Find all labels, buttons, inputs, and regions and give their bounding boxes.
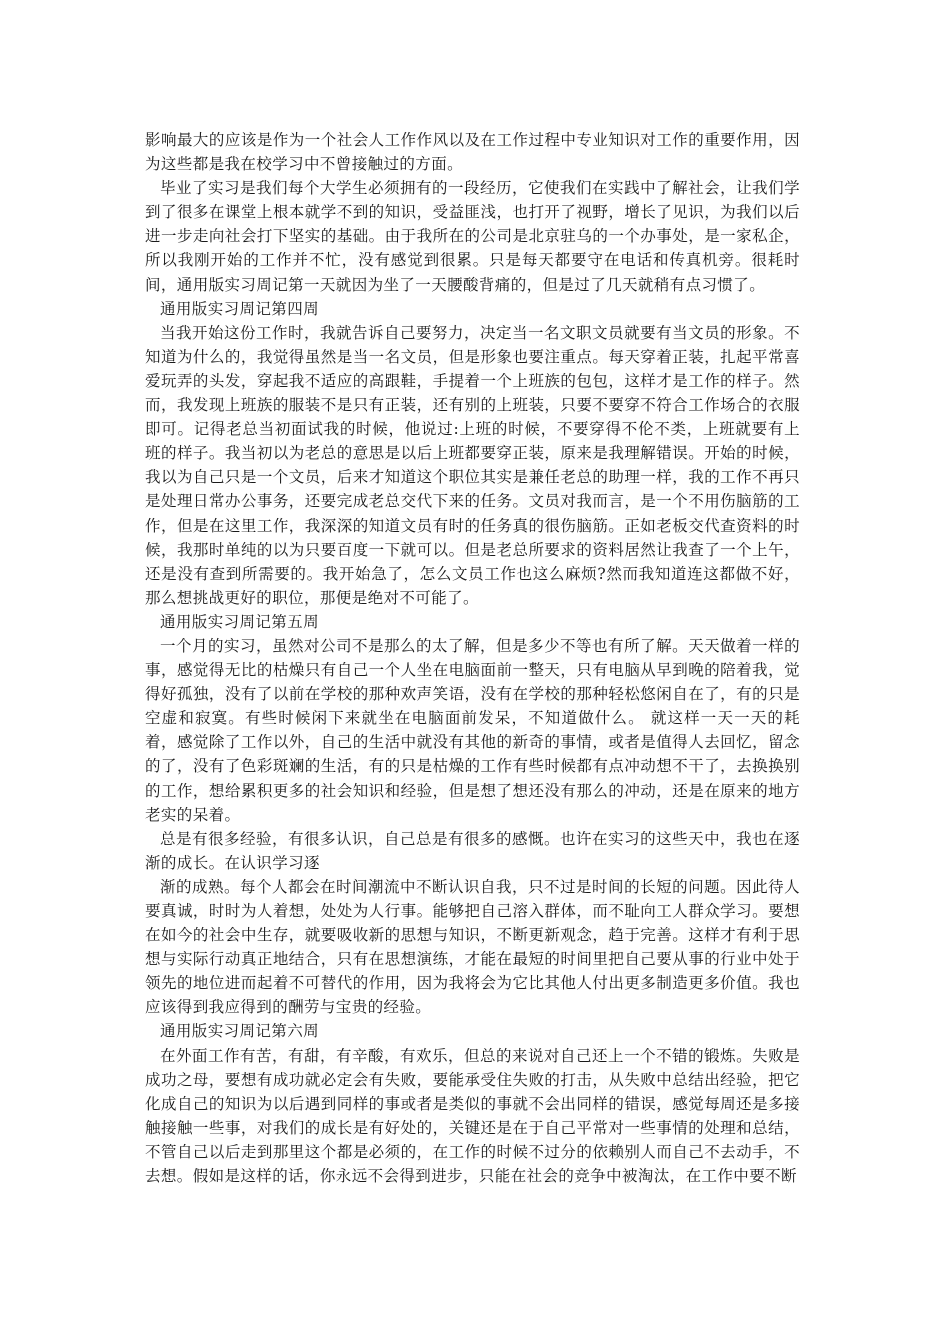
heading-week-4: 通用版实习周记第四周 [160, 299, 320, 318]
paragraph-maturity: 渐的成熟。每个人都会在时间潮流中不断认识自我，只不过是时间的长短的问题。因此待人要真诚，时时为人着想，处处为人行事。能够把自己溶入群体，而不耻向工人群众学习。要想在如今的社会中生存，就要吸收新的思想与知识，不断更新观念，趋于完善。这样才有利于思想与实际行动真正地结合，只有在思想演练，才能在最短的时间里把自己要从事的行业中处于领先的地位进而起着不可替代的作用，因为我将会为它比其他人付出更多制造更多价值。我也应该得到我应得到的酬劳与宝贵的经验。 [145, 877, 800, 1017]
paragraph-week-6: 在外面工作有苦，有甜，有辛酸，有欢乐，但总的来说对自己还上一个不错的锻炼。失败是成功之母，要想有成功就必定会有失败，要能承受住失败的打击，从失败中总结出经验，把它化成自己的知识为以后遇到同样的事或者是类似的事就不会出同样的错误，感觉每周还是多接触接触一些事，对我们的成长是有好处的，关键还是在于自己平常对一些事情的处理和总结，不管自己以后走到那里这个都是必须的，在工作的时候不过分的依赖别人而自己不去动手，不去想。假如是这样的话，你永远不会得到进步，只能在社会的竞争中被淘汰，在工作中要不断 [145, 1046, 800, 1186]
heading-week-6: 通用版实习周记第六周 [160, 1022, 320, 1041]
paragraph-internship-intro: 毕业了实习是我们每个大学生必须拥有的一段经历，它使我们在实践中了解社会，让我们学到了很多在课堂上根本就学不到的知识，受益匪浅，也打开了视野，增长了见识，为我们以后进一步走向社会打下坚实的基础。由于我所在的公司是北京驻乌的一个办事处，是一家私企，所以我刚开始的工作并不忙，没有感觉到很累。只是每天都要守在电话和传真机旁。很耗时间，通用版实习周记第一天就因为坐了一天腰酸背痛的，但是过了几天就稍有点习惯了。 [145, 179, 800, 294]
heading-week-5: 通用版实习周记第五周 [160, 612, 320, 631]
paragraph-week-5: 一个月的实习，虽然对公司不是那么的太了解，但是多少不等也有所了解。天天做着一样的事，感觉得无比的枯燥只有自己一个人坐在电脑面前一整天，只有电脑从早到晚的陪着我，觉得好孤独，没有了以前在学校的那种欢声笑语，没有在学校的那种轻松悠闲自在了，有的只是空虚和寂寞。有些时候闲下来就坐在电脑面前发呆，不知道做什么。 就这样一天一天的耗着，感觉除了工作以外，自己的生活中就没有其他的新奇的事情，或者是值得人去回忆，留念的了，没有了色彩斑斓的生活，有的只是枯燥的工作有些时候都有点冲动想不干了，去换换别的工作，想给累积更多的社会知识和经验，但是想了想还没有那么的冲动，还是在原来的地方老实的呆着。 [145, 636, 800, 824]
paragraph-reflection: 总是有很多经验，有很多认识，自己总是有很多的感慨。也许在实习的这些天中，我也在逐渐的成长。在认识学习逐 [145, 829, 800, 872]
document-page [145, 128, 800, 1188]
paragraph-week-4: 当我开始这份工作时，我就告诉自己要努力，决定当一名文职文员就要有当文员的形象。不知道为什么的，我觉得虽然是当一名文员，但是形象也要注重点。每天穿着正装，扎起平常喜爱玩弄的头发，穿起我不适应的高跟鞋，手提着一个上班族的包包，这样才是工作的样子。然而，我发现上班族的服装不是只有正装，还有别的上班装，只要不要穿不符合工作场合的衣服即可。记得老总当初面试我的时候，他说过:上班的时候，不要穿得不伦不类，上班就要有上班的样子。我当初以为老总的意思是以后上班都要穿正装，原来是我理解错误。开始的时候，我以为自己只是一个文员，后来才知道这个职位其实是兼任老总的助理一样，我的工作不再只是处理日常办公事务，还要完成老总交代下来的任务。文员对我而言，是一个不用伤脑筋的工作，但是在这里工作，我深深的知道文员有时的任务真的很伤脑筋。正如老板交代查资料的时候，我那时单纯的以为只要百度一下就可以。但是老总所要求的资料居然让我查了一个上午，还是没有查到所需要的。我开始急了，怎么文员工作也这么麻烦?然而我知道连这都做不好，那么想挑战更好的职位，那便是绝对不可能了。 [145, 323, 800, 607]
paragraph-continuation: 影响最大的应该是作为一个社会人工作作风以及在工作过程中专业知识对工作的重要作用，因为这些都是我在校学习中不曾接触过的方面。 [145, 131, 800, 174]
